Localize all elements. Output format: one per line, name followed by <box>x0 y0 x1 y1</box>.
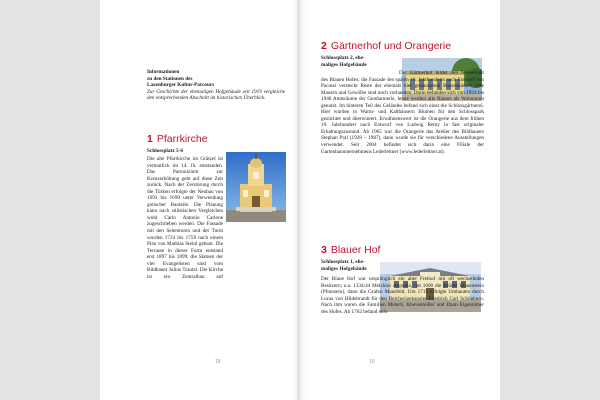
page-number-left: 18 <box>215 359 221 365</box>
section3-body <box>321 276 484 315</box>
right-page <box>299 0 500 400</box>
info-title-line3: Laxenburger Kultur-Parcours <box>147 82 215 89</box>
section-title: Blauer Hof <box>330 244 381 256</box>
info-note: Zur Geschichte der ehemaligen Hofgebäude seit 1919 vergleiche den entsprechenden Abschnitt im historischen Überblick. <box>147 88 285 102</box>
subtitle-line1: Schlossplatz 2, ehe- <box>321 55 365 61</box>
section2-subtitle <box>321 55 399 68</box>
subtitle-line1: Schlossplatz 1, ehe- <box>321 259 365 265</box>
section-heading-pfarrkirche <box>147 133 208 145</box>
page-number-right: 19 <box>369 359 375 365</box>
section1-paragraph: Die alte Pfarrkirche im Grätzel ist vermutlich im 14. Jh. entstanden. Das Patronizium zur Kreuzerhöhung geht auf diese Zeit zurück. Nach der Zerstörung durch die Türken erfolgte der Neubau von 1693 bis 1699 unter Verwendung gotischer Bauteile. Die Planung kann nach stilistischen Vergleichen wohl Carlo Antonio Carlone zugeschrieben werden. Die Fassade mit den Seitentoren und der Turm wurden 1724 bis 1759 nach einem Plan von Mathias Steinl gebaut. Die Terrasse in dieser Form entstand erst 1897 bis 1899; die Statuen der vier Evangelisten sind vom Bildhauer Julius Trautzl. Die Kirche ist ein Zentralbau auf <box>147 156 223 280</box>
section2-body <box>321 70 484 155</box>
section3-paragraph: Der Blaue Hof war ursprünglich ein alter Freihof mit oft wechselnden Besitzern; u.a. 1334/44 Melchior Arguello, um 1600 die Brüder Blauenstein (Pfonstein), dann die Grafen Mansfeld. Um 1713 erfolgte Umbauten durch Lucas von Hildebrandt für den Reichsvizekanzler Friedrich Carl Schönborn. Nach ihm waren die Familien Metsch, Khevenhüller und Daun Eigentümer des Hofes. Ab 1762 befand sich <box>321 276 484 315</box>
section-heading-blauer-hof <box>321 244 380 256</box>
subtitle-line2: maliges Hofgebäude <box>321 265 367 272</box>
section-number: 2 <box>321 40 327 52</box>
section-number: 3 <box>321 244 327 256</box>
section-subtitle: Schlossplatz 5-6 <box>147 148 184 154</box>
section2-paragraph: Der Gärtnerhof bildet den Nebentrakt des Blauen Hofes; die Fassade des späten 18. Jahrhunderts nach Entwurf von Pacassi versteckt Reste der ehemals hier gestandenen Bauernhäuser. Alte Mauern und Gewölbe sind noch vorhanden. Darin befanden sich von 1924 bis 1940 Amtsräume der Gendarmerie, heute werden alle Räume als Wohnraum genutzt. Im hinteren Teil des Geländes befand sich einst die Schlossgärtnerei. Hier wurden in Warm- und Kalthäusern Blumen für den Schlosspark gezüchtet und überwintert. Erwähnenswert ist die Orangerie aus dem frühen 19. Jahrhundert nach Entwurf von Ludwig Remy in fast originaler Erhaltungszustand. Ab 1965 war die Orangerie das Atelier des Bildhauers Stephan Pral (1928 – 1987), dann wurde sie für verschiedene Ausstellungen verwendet. Seit 2004 befindet sich darin eine Filiale der Gartenbauunternehmens Lederleitner (www.lederleitner.at). <box>321 70 484 155</box>
info-block <box>147 69 285 102</box>
left-page <box>100 0 299 400</box>
section-number: 1 <box>147 133 153 145</box>
pfarrkirche-photo <box>226 152 286 222</box>
section-title: Gärtnerhof und Orangerie <box>330 40 452 52</box>
info-title-line1: Informationen <box>147 69 180 75</box>
section-title: Pfarrkirche <box>156 133 208 145</box>
info-title-line2: zu den Stationen des <box>147 75 193 82</box>
section-heading-gaertnerhof <box>321 40 451 52</box>
section1-body-top <box>147 156 223 280</box>
church-image <box>226 152 286 222</box>
subtitle-line2: maliges Hofgebäude <box>321 61 367 68</box>
